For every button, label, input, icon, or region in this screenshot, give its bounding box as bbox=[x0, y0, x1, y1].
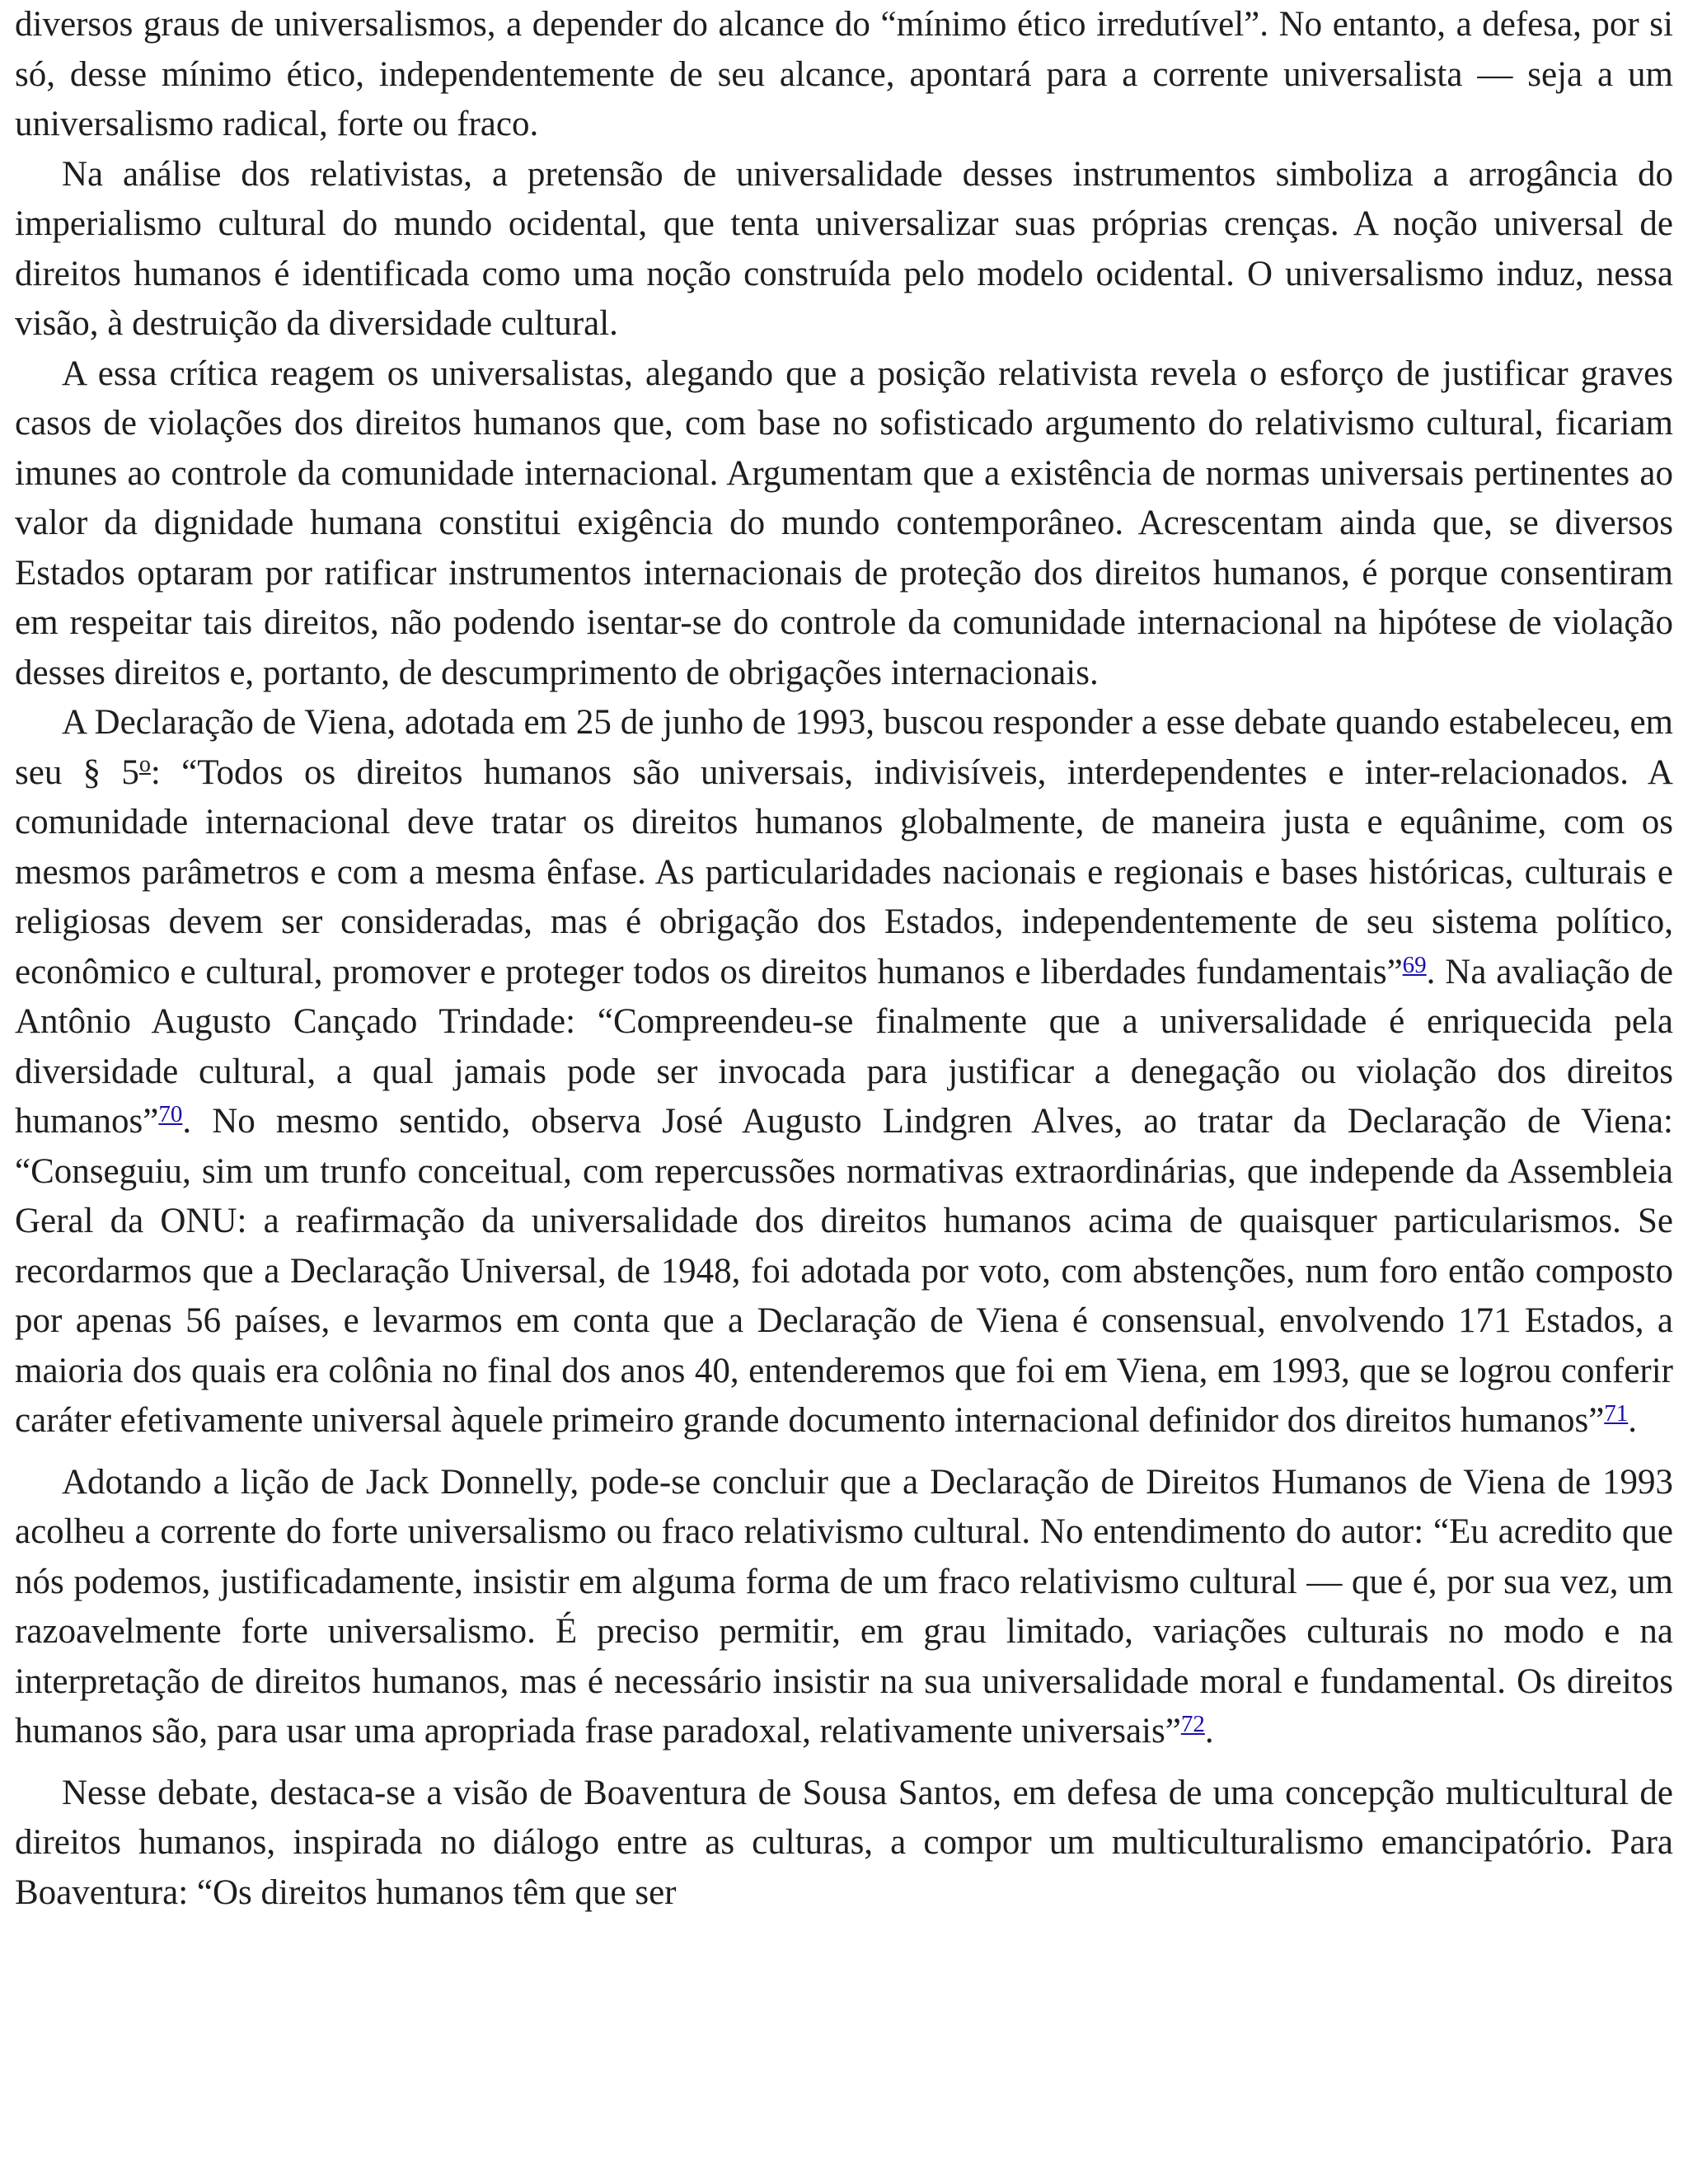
paragraph-5-text-2: . bbox=[1204, 1712, 1214, 1750]
footnote-link-69[interactable]: 69 bbox=[1402, 951, 1427, 978]
paragraph-1: diversos graus de universalismos, a depender do alcance do “mínimo ético irredutível”. No entanto, a defesa, por si só, desse mínimo ético, independentemente de seu alcance, apontará para a corrente universalista — seja a um universalismo radical, forte ou fraco. bbox=[15, 5, 1673, 143]
footnote-link-72[interactable]: 72 bbox=[1180, 1711, 1205, 1737]
paragraph-4-text-4: . No mesmo sentido, observa José Augusto Lindgren Alves, ao tratar da Declaração de Viena: “Conseguiu, sim um trunfo conceitual, com repercussões normativas extraordinárias, que independe da Assembleia Geral da ONU: a reafirmação da universalidade dos direitos humanos acima de quaisquer particularismos. Se recordarmos que a Declaração Universal, de 1948, foi adotada por voto, com abstenções, num foro então composto por apenas 56 países, e levarmos em conta que a Declaração de Viena é consensual, envolvendo 171 Estados, a maioria dos quais era colônia no final dos anos 40, entenderemos que foi em Viena, em 1993, que se logrou conferir caráter efetivamente universal àquele primeiro grande documento internacional definidor dos direitos humanos” bbox=[15, 1102, 1673, 1440]
paragraph-6: Nesse debate, destaca-se a visão de Boaventura de Sousa Santos, em defesa de uma concepção multicultural de direitos humanos, inspirada no diálogo entre as culturas, a compor um multiculturalismo emancipatório. Para Boaventura: “Os direitos humanos têm que ser bbox=[15, 1773, 1673, 1912]
paragraph-3: A essa crítica reagem os universalistas, alegando que a posição relativista revela o esforço de justificar graves casos de violações dos direitos humanos que, com base no sofisticado argumento do relativismo cultural, ficariam imunes ao controle da comunidade internacional. Argumentam que a existência de normas universais pertinentes ao valor da dignidade humana constitui exigência do mundo contemporâneo. Acrescentam ainda que, se diversos Estados optaram por ratificar instrumentos internacionais de proteção dos direitos humanos, é porque consentiram em respeitar tais direitos, não podendo isentar-se do controle da comunidade internacional na hipótese de violação desses direitos e, portanto, de descumprimento de obrigações internacionais. bbox=[15, 354, 1673, 692]
footnote-link-70[interactable]: 70 bbox=[158, 1101, 183, 1127]
paragraph-4-text-1: A Declaração de Viena, adotada em 25 de junho de 1993, buscou responder a esse debate quando estabeleceu, em seu § 5 bbox=[15, 703, 1673, 792]
document-page bbox=[15, 0, 1673, 1918]
paragraph-5-text-1: Adotando a lição de Jack Donnelly, pode-se concluir que a Declaração de Direitos Humanos de Viena de 1993 acolheu a corrente do forte universalismo ou fraco relativismo cultural. No entendimento do autor: “Eu acredito que nós podemos, justificadamente, insistir em alguma forma de um fraco relativismo cultural — que é, por sua vez, um razoavelmente forte universalismo. É preciso permitir, em grau limitado, variações culturais no modo e na interpretação de direitos humanos, mas é necessário insistir na sua universalidade moral e fundamental. Os direitos humanos são, para usar uma apropriada frase paradoxal, relativamente universais” bbox=[15, 1462, 1673, 1750]
footnote-link-71[interactable]: 71 bbox=[1604, 1400, 1629, 1427]
paragraph-5 bbox=[15, 1458, 1673, 1757]
paragraph-2: Na análise dos relativistas, a pretensão de universalidade desses instrumentos simboliza a arrogância do imperialismo cultural do mundo ocidental, que tenta universalizar suas próprias crenças. A noção universal de direitos humanos é identificada como uma noção construída pelo modelo ocidental. O universalismo induz, nessa visão, à destruição da diversidade cultural. bbox=[15, 154, 1673, 343]
ordinal-indicator: o bbox=[138, 751, 151, 777]
paragraph-4-text-3: . Na avaliação de Antônio Augusto Cançado Trindade: “Compreendeu-se finalmente que a universalidade é enriquecida pela diversidade cultural, a qual jamais pode ser invocada para justificar a denegação ou violação dos direitos humanos” bbox=[15, 952, 1674, 1141]
paragraph-4 bbox=[15, 698, 1673, 1446]
paragraph-4-text-2: : “Todos os direitos humanos são universais, indivisíveis, interdependentes e inter-relacionados. A comunidade internacional deve tratar os direitos humanos globalmente, de maneira justa e equânime, com os mesmos parâmetros e com a mesma ênfase. As particularidades nacionais e regionais e bases históricas, culturais e religiosas devem ser consideradas, mas é obrigação dos Estados, independentemente de seu sistema político, econômico e cultural, promover e proteger todos os direitos humanos e liberdades fundamentais” bbox=[15, 752, 1673, 991]
paragraph-4-text-5: . bbox=[1628, 1401, 1638, 1440]
